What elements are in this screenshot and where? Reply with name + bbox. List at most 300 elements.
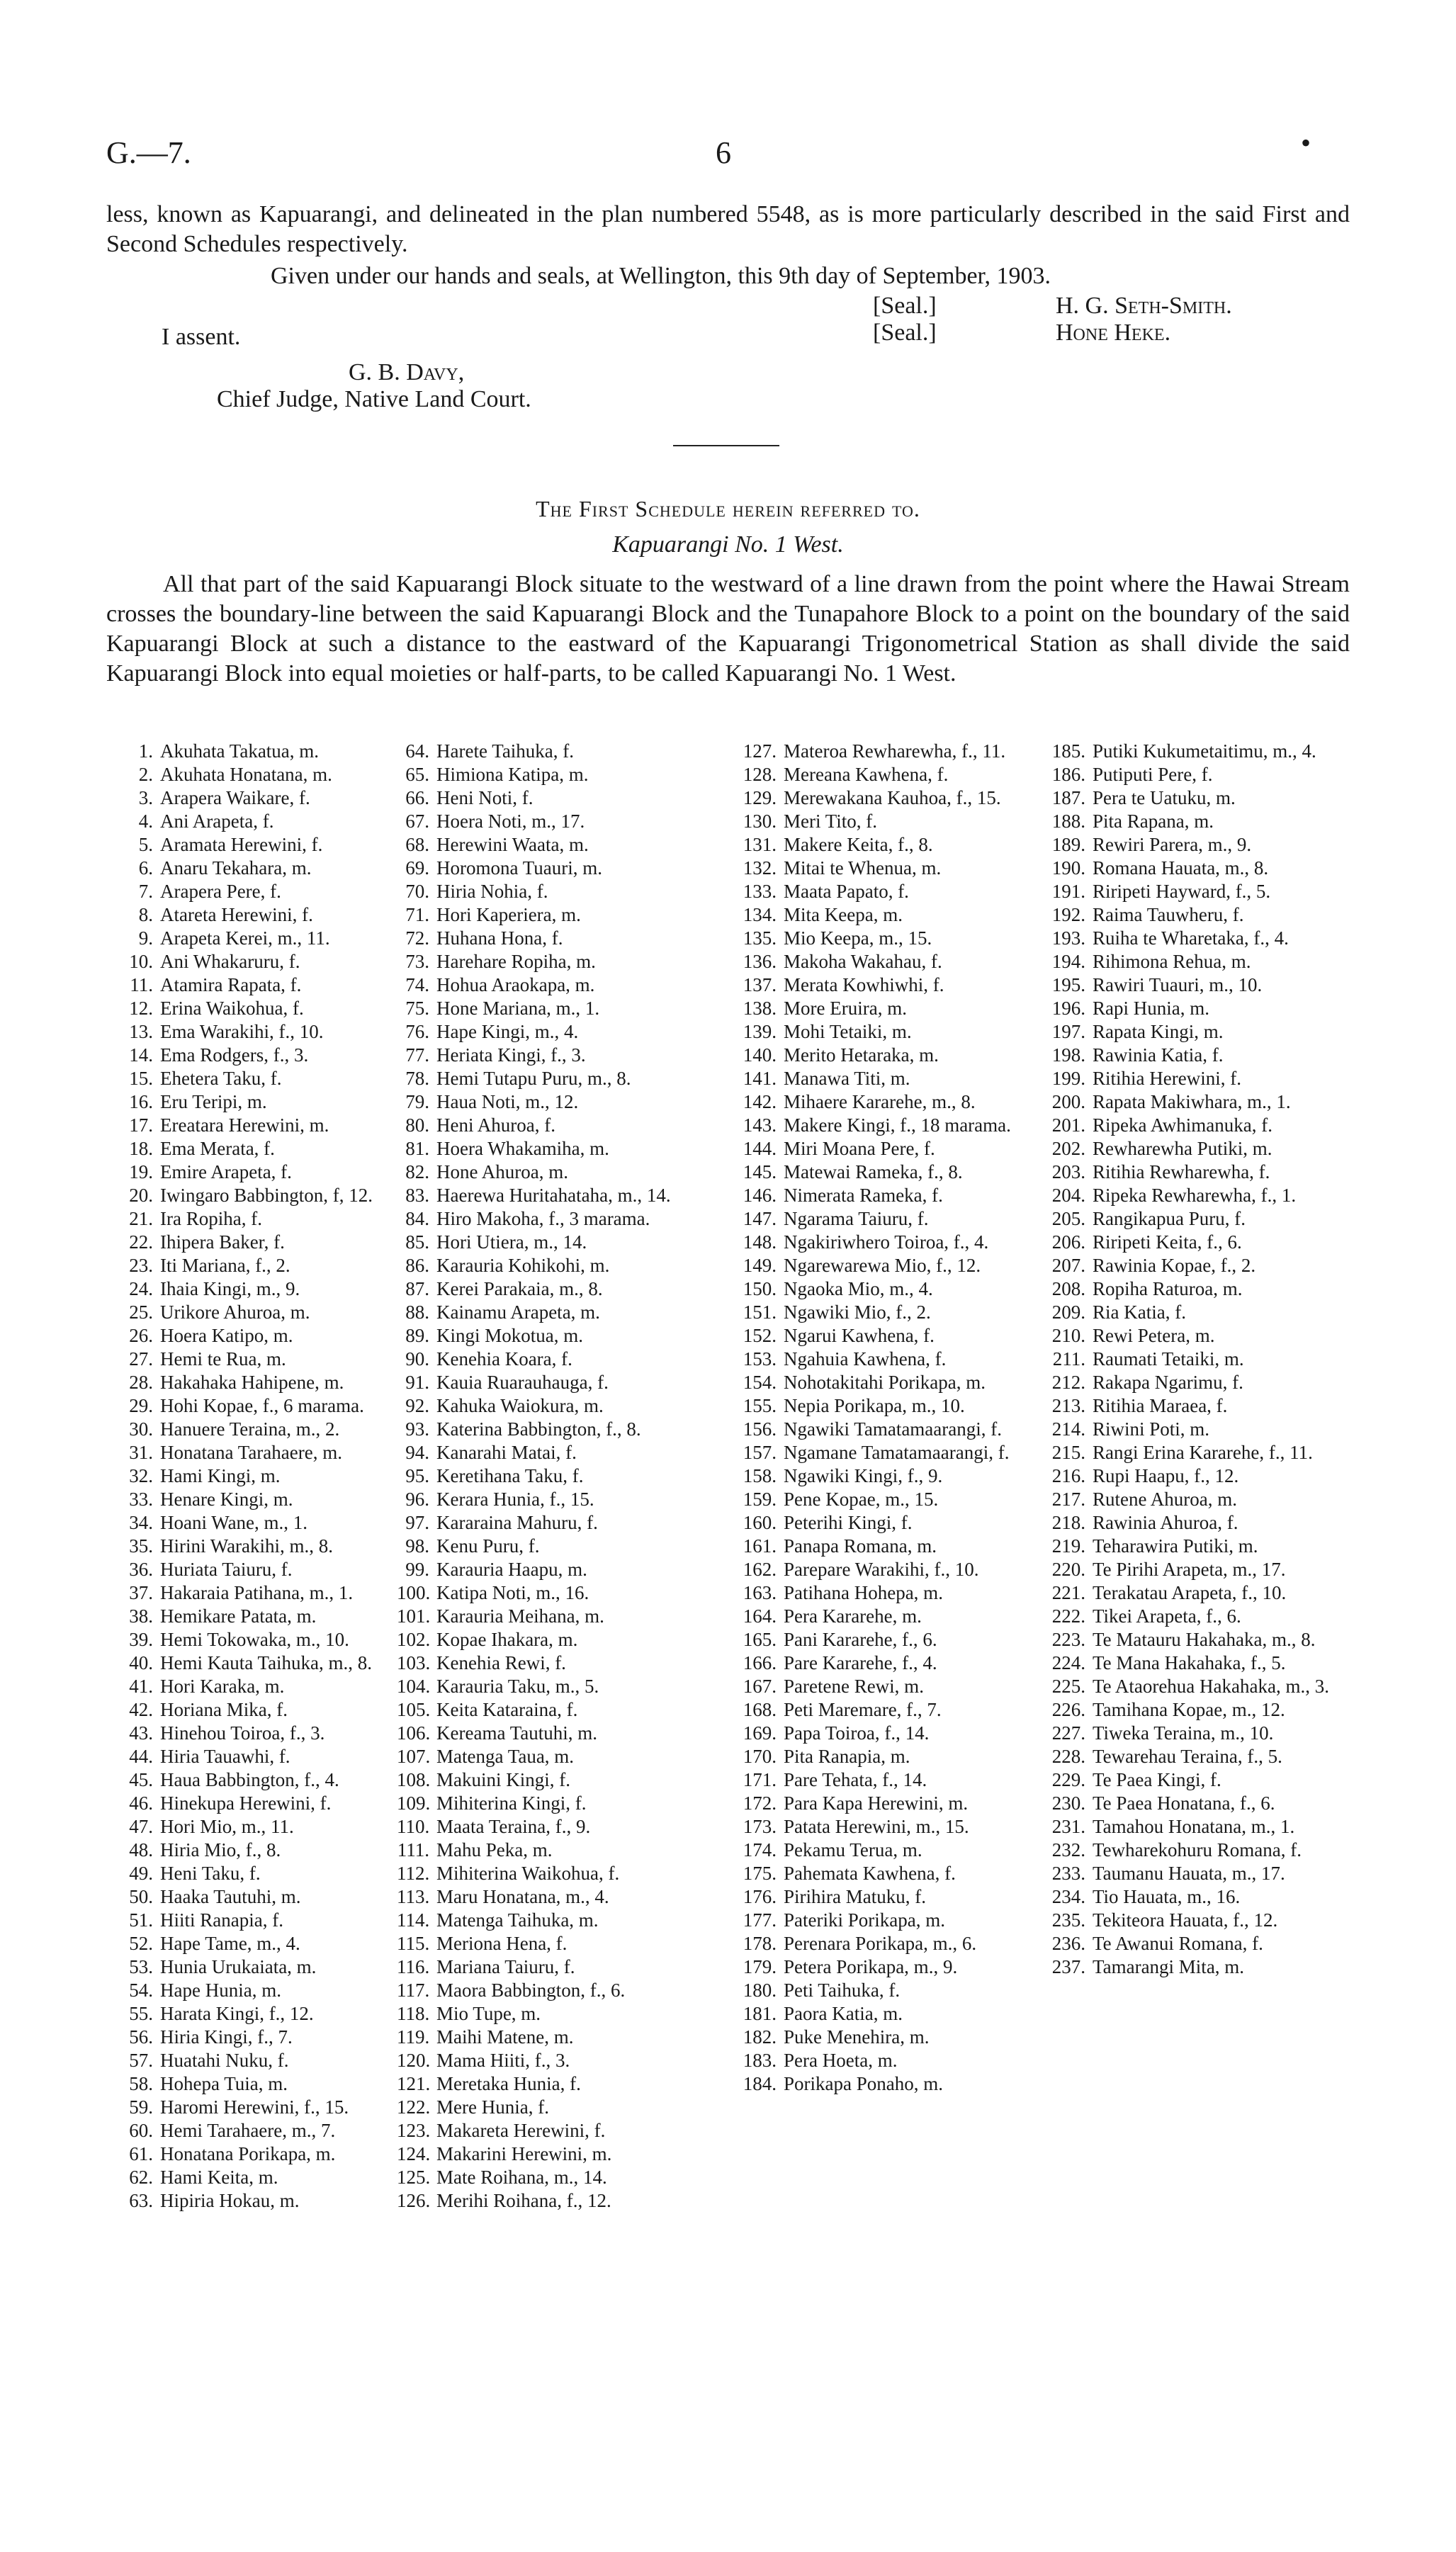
- owner-entry: [397, 950, 730, 973]
- entry-number: 7.: [138, 881, 153, 902]
- signer-1: H. G. Seth-Smith.: [1056, 293, 1232, 319]
- entry-name: Hohi Kopae, f., 6 marama.: [160, 1395, 364, 1416]
- entry-number: 198.: [1051, 1044, 1085, 1066]
- entry-name: Perenara Porikapa, m., 6.: [784, 1933, 977, 1954]
- entry-number: 192.: [1051, 904, 1085, 925]
- entry-name: Hakaraia Patihana, m., 1.: [160, 1582, 354, 1603]
- entry-name: Riwini Poti, m.: [1093, 1418, 1210, 1440]
- entry-number: 58.: [129, 2073, 153, 2094]
- owner-entry: [397, 1464, 730, 1488]
- owner-entry: [128, 2002, 411, 2026]
- entry-number: 32.: [129, 1465, 153, 1486]
- entry-number: 148.: [743, 1231, 777, 1253]
- owner-entry: [723, 1698, 1056, 1722]
- entry-name: Karauria Kohikohi, m.: [436, 1255, 610, 1276]
- entry-number: 203.: [1051, 1161, 1085, 1182]
- entry-number: 48.: [129, 1839, 153, 1861]
- entry-name: Mate Roihana, m., 14.: [436, 2167, 607, 2188]
- owner-entry: [397, 1161, 730, 1184]
- entry-number: 5.: [138, 834, 153, 855]
- entry-number: 80.: [405, 1114, 429, 1136]
- owner-entry: [723, 1979, 1056, 2002]
- owner-entry: [1042, 1090, 1382, 1114]
- owner-entry: [128, 2049, 411, 2072]
- entry-number: 221.: [1051, 1582, 1085, 1603]
- entry-number: 181.: [743, 2003, 777, 2024]
- entry-number: 129.: [743, 787, 777, 808]
- entry-number: 13.: [129, 1021, 153, 1042]
- entry-number: 51.: [129, 1909, 153, 1931]
- entry-number: 12.: [129, 998, 153, 1019]
- entry-name: Kingi Mokotua, m.: [436, 1325, 583, 1346]
- owner-entry: [1042, 1558, 1382, 1581]
- entry-number: 31.: [129, 1442, 153, 1463]
- entry-name: Atareta Herewini, f.: [160, 904, 313, 925]
- owner-entry: [1042, 997, 1382, 1020]
- entry-number: 127.: [743, 740, 777, 762]
- entry-name: Mohi Tetaiki, m.: [784, 1021, 912, 1042]
- entry-name: Ani Whakaruru, f.: [160, 951, 300, 972]
- entry-number: 145.: [743, 1161, 777, 1182]
- entry-name: Hori Kaperiera, m.: [436, 904, 581, 925]
- entry-name: Mama Hiiti, f., 3.: [436, 2050, 570, 2071]
- owner-entry: [723, 1955, 1056, 1979]
- entry-name: Rawinia Ahuroa, f.: [1093, 1512, 1238, 1533]
- entry-name: Rawinia Kopae, f., 2.: [1093, 1255, 1256, 1276]
- owner-entry: [128, 2142, 411, 2166]
- entry-name: Haua Babbington, f., 4.: [160, 1769, 339, 1790]
- owner-entry: [1042, 1932, 1382, 1955]
- entry-name: Arapera Pere, f.: [160, 881, 281, 902]
- entry-name: Eru Teripi, m.: [160, 1091, 267, 1112]
- entry-number: 146.: [743, 1185, 777, 1206]
- entry-name: Tekiteora Hauata, f., 12.: [1093, 1909, 1278, 1931]
- entry-name: Ngaoka Mio, m., 4.: [784, 1278, 933, 1299]
- entry-number: 61.: [129, 2143, 153, 2164]
- entry-name: Ehetera Taku, f.: [160, 1068, 282, 1089]
- entry-name: Arapera Waikare, f.: [160, 787, 310, 808]
- entry-number: 209.: [1051, 1302, 1085, 1323]
- owner-entry: [128, 997, 411, 1020]
- entry-number: 105.: [397, 1699, 431, 1720]
- owner-entry: [1042, 1114, 1382, 1137]
- entry-name: Pare Kararehe, f., 4.: [784, 1652, 937, 1673]
- entry-name: Pateriki Porikapa, m.: [784, 1909, 945, 1931]
- owner-entry: [1042, 1067, 1382, 1090]
- entry-number: 176.: [743, 1886, 777, 1907]
- owner-entry: [723, 740, 1056, 763]
- entry-number: 85.: [405, 1231, 429, 1253]
- entry-number: 138.: [743, 998, 777, 1019]
- entry-number: 183.: [743, 2050, 777, 2071]
- owner-entry: [723, 1371, 1056, 1394]
- entry-name: Haerewa Huritahataha, m., 14.: [436, 1185, 671, 1206]
- entry-name: Hiiti Ranapia, f.: [160, 1909, 283, 1931]
- entry-number: 109.: [397, 1792, 431, 1814]
- owner-entry: [723, 880, 1056, 903]
- entry-number: 199.: [1051, 1068, 1085, 1089]
- owner-entry: [397, 1628, 730, 1652]
- entry-number: 137.: [743, 974, 777, 995]
- entry-number: 161.: [743, 1535, 777, 1557]
- entry-name: Karauria Meihana, m.: [436, 1605, 604, 1627]
- entry-name: Hanuere Teraina, m., 2.: [160, 1418, 340, 1440]
- entry-name: Pita Rapana, m.: [1093, 811, 1214, 832]
- entry-name: Maata Papato, f.: [784, 881, 909, 902]
- entry-name: Ngawiki Kingi, f., 9.: [784, 1465, 943, 1486]
- entry-name: Hoani Wane, m., 1.: [160, 1512, 308, 1533]
- entry-number: 139.: [743, 1021, 777, 1042]
- entry-name: Emire Arapeta, f.: [160, 1161, 292, 1182]
- entry-name: Rewharewha Putiki, m.: [1093, 1138, 1272, 1159]
- entry-name: Pita Ranapia, m.: [784, 1746, 910, 1767]
- entry-name: Raima Tauwheru, f.: [1093, 904, 1244, 925]
- entry-number: 131.: [743, 834, 777, 855]
- owner-entry: [128, 1114, 411, 1137]
- entry-number: 124.: [397, 2143, 431, 2164]
- entry-number: 50.: [129, 1886, 153, 1907]
- entry-name: Rawiri Tuauri, m., 10.: [1093, 974, 1263, 995]
- entry-name: Himiona Katipa, m.: [436, 764, 589, 785]
- owner-entry: [1042, 1745, 1382, 1768]
- entry-name: Heni Ahuroa, f.: [436, 1114, 555, 1136]
- entry-number: 157.: [743, 1442, 777, 1463]
- entry-number: 223.: [1051, 1629, 1085, 1650]
- owner-entry: [128, 1090, 411, 1114]
- owner-entry: [1042, 763, 1382, 786]
- entry-number: 25.: [129, 1302, 153, 1323]
- entry-number: 140.: [743, 1044, 777, 1066]
- owner-entry: [397, 1348, 730, 1371]
- owner-entry: [723, 1745, 1056, 1768]
- entry-number: 96.: [405, 1489, 429, 1510]
- page-number: 6: [716, 135, 731, 170]
- assent-text: I assent.: [162, 324, 241, 350]
- entry-number: 52.: [129, 1933, 153, 1954]
- entry-name: Rangi Erina Kararehe, f., 11.: [1093, 1442, 1313, 1463]
- entry-number: 75.: [405, 998, 429, 1019]
- entry-number: 103.: [397, 1652, 431, 1673]
- entry-name: Ira Ropiha, f.: [160, 1208, 262, 1229]
- owner-entry: [723, 1161, 1056, 1184]
- entry-number: 16.: [129, 1091, 153, 1112]
- entry-name: Mihiterina Waikohua, f.: [436, 1863, 620, 1884]
- entry-name: Tamarangi Mita, m.: [1093, 1956, 1245, 1977]
- entry-name: Hohua Araokapa, m.: [436, 974, 595, 995]
- entry-number: 9.: [138, 927, 153, 949]
- entry-number: 208.: [1051, 1278, 1085, 1299]
- owner-entry: [1042, 1441, 1382, 1464]
- owner-entry: [1042, 1815, 1382, 1839]
- owner-entry: [128, 1464, 411, 1488]
- judge-title: Chief Judge, Native Land Court.: [217, 386, 531, 412]
- owner-entry: [1042, 740, 1382, 763]
- entry-number: 27.: [129, 1348, 153, 1370]
- entry-name: Porikapa Ponaho, m.: [784, 2073, 943, 2094]
- entry-number: 102.: [397, 1629, 431, 1650]
- owner-entry: [397, 1815, 730, 1839]
- entry-number: 78.: [405, 1068, 429, 1089]
- entry-number: 125.: [397, 2167, 431, 2188]
- owner-entry: [397, 1441, 730, 1464]
- entry-name: Makere Keita, f., 8.: [784, 834, 933, 855]
- entry-name: Hemi Tutapu Puru, m., 8.: [436, 1068, 631, 1089]
- entry-name: Mihiterina Kingi, f.: [436, 1792, 587, 1814]
- entry-number: 160.: [743, 1512, 777, 1533]
- owner-entry: [723, 1792, 1056, 1815]
- entry-number: 227.: [1051, 1722, 1085, 1744]
- entry-name: Tewharekohuru Romana, f.: [1093, 1839, 1302, 1861]
- entry-name: Akuhata Honatana, m.: [160, 764, 332, 785]
- owners-column-3: [723, 740, 1056, 2096]
- entry-number: 66.: [405, 787, 429, 808]
- entry-name: Hemi Tarahaere, m., 7.: [160, 2120, 336, 2141]
- entry-number: 1.: [138, 740, 153, 762]
- entry-number: 163.: [743, 1582, 777, 1603]
- entry-name: Rewi Petera, m.: [1093, 1325, 1215, 1346]
- entry-name: Ihaia Kingi, m., 9.: [160, 1278, 300, 1299]
- entry-number: 184.: [743, 2073, 777, 2094]
- entry-number: 15.: [129, 1068, 153, 1089]
- entry-number: 19.: [129, 1161, 153, 1182]
- entry-number: 130.: [743, 811, 777, 832]
- owner-entry: [128, 1020, 411, 1044]
- entry-name: Kenu Puru, f.: [436, 1535, 540, 1557]
- entry-name: Hape Tame, m., 4.: [160, 1933, 300, 1954]
- entry-number: 38.: [129, 1605, 153, 1627]
- owner-entry: [723, 1768, 1056, 1792]
- entry-name: Mariana Taiuru, f.: [436, 1956, 575, 1977]
- entry-number: 210.: [1051, 1325, 1085, 1346]
- entry-number: 229.: [1051, 1769, 1085, 1790]
- owner-entry: [723, 1839, 1056, 1862]
- entry-number: 81.: [405, 1138, 429, 1159]
- entry-number: 149.: [743, 1255, 777, 1276]
- entry-number: 104.: [397, 1676, 431, 1697]
- owner-entry: [128, 1324, 411, 1348]
- entry-number: 151.: [743, 1302, 777, 1323]
- entry-name: Ngarewarewa Mio, f., 12.: [784, 1255, 981, 1276]
- owner-entry: [397, 1768, 730, 1792]
- page-reference: G.—7.: [106, 135, 191, 170]
- entry-name: Ema Merata, f.: [160, 1138, 275, 1159]
- entry-name: Horomona Tuauri, m.: [436, 857, 603, 879]
- owner-entry: [723, 1067, 1056, 1090]
- entry-name: Pera Kararehe, m.: [784, 1605, 922, 1627]
- owner-entry: [128, 763, 411, 786]
- owner-entry: [397, 857, 730, 880]
- entry-number: 172.: [743, 1792, 777, 1814]
- entry-name: Mita Keepa, m.: [784, 904, 903, 925]
- entry-name: Rangikapua Puru, f.: [1093, 1208, 1246, 1229]
- entry-number: 79.: [405, 1091, 429, 1112]
- entry-number: 120.: [397, 2050, 431, 2071]
- entry-number: 49.: [129, 1863, 153, 1884]
- entry-name: Ripeka Awhimanuka, f.: [1093, 1114, 1272, 1136]
- entry-number: 65.: [405, 764, 429, 785]
- entry-number: 121.: [397, 2073, 431, 2094]
- entry-name: Pirihira Matuku, f.: [784, 1886, 926, 1907]
- entry-number: 219.: [1051, 1535, 1085, 1557]
- entry-name: Haua Noti, m., 12.: [436, 1091, 579, 1112]
- entry-name: Pene Kopae, m., 15.: [784, 1489, 939, 1510]
- owner-entry: [1042, 1371, 1382, 1394]
- entry-name: Peterihi Kingi, f.: [784, 1512, 913, 1533]
- entry-name: Peti Taihuka, f.: [784, 1980, 901, 2001]
- entry-number: 36.: [129, 1559, 153, 1580]
- entry-name: Tikei Arapeta, f., 6.: [1093, 1605, 1241, 1627]
- entry-number: 112.: [397, 1863, 430, 1884]
- entry-number: 135.: [743, 927, 777, 949]
- entry-name: Tio Hauata, m., 16.: [1093, 1886, 1241, 1907]
- owner-entry: [128, 950, 411, 973]
- entry-number: 84.: [405, 1208, 429, 1229]
- entry-name: Herewini Waata, m.: [436, 834, 589, 855]
- owner-entry: [723, 1324, 1056, 1348]
- entry-number: 122.: [397, 2096, 431, 2118]
- signer-2: Hone Heke.: [1056, 320, 1171, 346]
- entry-number: 20.: [129, 1185, 153, 1206]
- entry-name: Tewarehau Teraina, f., 5.: [1093, 1746, 1282, 1767]
- owner-entry: [723, 1114, 1056, 1137]
- entry-number: 201.: [1051, 1114, 1085, 1136]
- entry-name: Makuini Kingi, f.: [436, 1769, 570, 1790]
- entry-number: 6.: [138, 857, 153, 879]
- owner-entry: [397, 1207, 730, 1231]
- seal-2: [Seal.]: [873, 320, 937, 346]
- entry-name: Heni Taku, f.: [160, 1863, 261, 1884]
- entry-number: 232.: [1051, 1839, 1085, 1861]
- owner-entry: [397, 1535, 730, 1558]
- entry-name: Te Matauru Hakahaka, m., 8.: [1093, 1629, 1316, 1650]
- entry-name: Panapa Romana, m.: [784, 1535, 937, 1557]
- owner-entry: [1042, 1605, 1382, 1628]
- entry-name: Rutene Ahuroa, m.: [1093, 1489, 1237, 1510]
- entry-name: Meri Tito, f.: [784, 811, 878, 832]
- owners-column-4: [1042, 740, 1382, 1979]
- entry-number: 30.: [129, 1418, 153, 1440]
- owner-entry: [128, 1955, 411, 1979]
- owner-entry: [723, 1441, 1056, 1464]
- owner-entry: [1042, 786, 1382, 810]
- entry-name: Nohotakitahi Porikapa, m.: [784, 1372, 986, 1393]
- owner-entry: [1042, 1885, 1382, 1909]
- entry-number: 2.: [138, 764, 153, 785]
- owner-entry: [128, 1277, 411, 1301]
- entry-number: 88.: [405, 1302, 429, 1323]
- entry-name: Keretihana Taku, f.: [436, 1465, 584, 1486]
- entry-name: Rapata Makiwhara, m., 1.: [1093, 1091, 1291, 1112]
- owner-entry: [1042, 1020, 1382, 1044]
- entry-number: 43.: [129, 1722, 153, 1744]
- owner-entry: [723, 1815, 1056, 1839]
- owner-entry: [128, 927, 411, 950]
- entry-number: 187.: [1051, 787, 1085, 808]
- entry-name: Haromi Herewini, f., 15.: [160, 2096, 349, 2118]
- owner-entry: [723, 1231, 1056, 1254]
- entry-name: Tamihana Kopae, m., 12.: [1093, 1699, 1285, 1720]
- owner-entry: [128, 740, 411, 763]
- owner-entry: [397, 1932, 730, 1955]
- owner-entry: [128, 1371, 411, 1394]
- owner-entry: [1042, 1254, 1382, 1277]
- entry-number: 44.: [129, 1746, 153, 1767]
- owner-entry: [1042, 1955, 1382, 1979]
- entry-number: 188.: [1051, 811, 1085, 832]
- entry-number: 196.: [1051, 998, 1085, 1019]
- entry-name: Ereatara Herewini, m.: [160, 1114, 329, 1136]
- entry-name: Ngamane Tamatamaarangi, f.: [784, 1442, 1010, 1463]
- owner-entry: [397, 2189, 730, 2213]
- entry-name: Makarini Herewini, m.: [436, 2143, 612, 2164]
- entry-number: 70.: [405, 881, 429, 902]
- entry-name: Katerina Babbington, f., 8.: [436, 1418, 641, 1440]
- entry-number: 174.: [743, 1839, 777, 1861]
- entry-name: Ritihia Maraea, f.: [1093, 1395, 1228, 1416]
- entry-name: Nimerata Rameka, f.: [784, 1185, 943, 1206]
- owner-entry: [1042, 1792, 1382, 1815]
- entry-name: Honatana Porikapa, m.: [160, 2143, 336, 2164]
- entry-name: Terakatau Arapeta, f., 10.: [1093, 1582, 1287, 1603]
- owner-entry: [723, 1535, 1056, 1558]
- entry-number: 64.: [405, 740, 429, 762]
- entry-name: Paora Katia, m.: [784, 2003, 903, 2024]
- owner-entry: [397, 1511, 730, 1535]
- entry-name: Puke Menehira, m.: [784, 2026, 930, 2048]
- entry-number: 166.: [743, 1652, 777, 1673]
- owner-entry: [128, 1511, 411, 1535]
- owner-entry: [397, 2166, 730, 2189]
- entry-name: Mihaere Kararehe, m., 8.: [784, 1091, 976, 1112]
- owner-entry: [1042, 1301, 1382, 1324]
- intro-paragraph: less, known as Kapuarangi, and delineated in the plan numbered 5548, as is more particularly described in the said First and Second Schedules respectively.: [106, 201, 1350, 257]
- owner-entry: [128, 1652, 411, 1675]
- owner-entry: [128, 1909, 411, 1932]
- owner-entry: [128, 2166, 411, 2189]
- owner-entry: [1042, 973, 1382, 997]
- entry-number: 182.: [743, 2026, 777, 2048]
- entry-number: 235.: [1051, 1909, 1085, 1931]
- entry-name: Ema Warakihi, f., 10.: [160, 1021, 324, 1042]
- owner-entry: [1042, 1207, 1382, 1231]
- entry-number: 214.: [1051, 1418, 1085, 1440]
- entry-number: 228.: [1051, 1746, 1085, 1767]
- owner-entry: [723, 1652, 1056, 1675]
- entry-name: Riripeti Keita, f., 6.: [1093, 1231, 1242, 1253]
- entry-number: 67.: [405, 811, 429, 832]
- entry-name: Hami Keita, m.: [160, 2167, 278, 2188]
- entry-name: Ani Arapeta, f.: [160, 811, 274, 832]
- entry-number: 132.: [743, 857, 777, 879]
- entry-number: 42.: [129, 1699, 153, 1720]
- entry-number: 107.: [397, 1746, 431, 1767]
- owner-entry: [723, 1254, 1056, 1277]
- owner-entry: [723, 1137, 1056, 1161]
- owner-entry: [723, 1628, 1056, 1652]
- owner-entry: [397, 903, 730, 927]
- entry-number: 194.: [1051, 951, 1085, 972]
- entry-number: 195.: [1051, 974, 1085, 995]
- entry-number: 24.: [129, 1278, 153, 1299]
- entry-name: Hori Utiera, m., 14.: [436, 1231, 587, 1253]
- owner-entry: [397, 1558, 730, 1581]
- entry-name: Kahuka Waiokura, m.: [436, 1395, 604, 1416]
- entry-name: Arapeta Kerei, m., 11.: [160, 927, 330, 949]
- entry-name: Patihana Hohepa, m.: [784, 1582, 943, 1603]
- entry-number: 215.: [1051, 1442, 1085, 1463]
- owner-entry: [128, 1488, 411, 1511]
- owner-entry: [128, 1862, 411, 1885]
